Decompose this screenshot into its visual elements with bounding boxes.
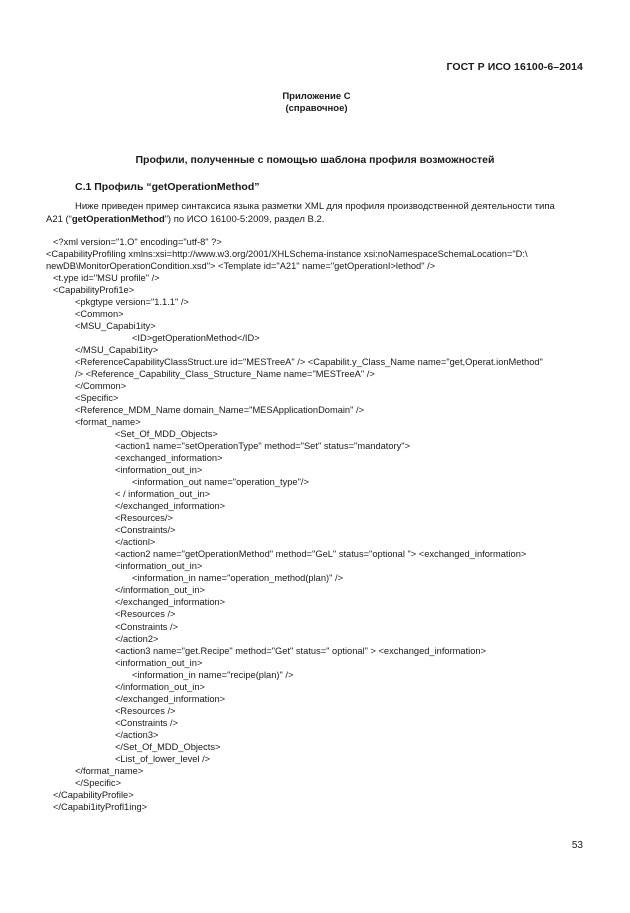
code-line: </action3> <box>115 729 159 740</box>
code-line: <Resources /> <box>115 705 176 716</box>
code-line: <pkgtype version="1.1.1" /> <box>75 297 189 308</box>
code-line: <information_out_in> <box>115 465 203 476</box>
code-line: </exchanged_information> <box>115 597 226 608</box>
code-line: newDB\MonitorOperationCondition.xsd"> <Template id="A21" name="getOperationI>lethod" /> <box>46 261 436 272</box>
code-line: <Constraints /> <box>115 621 179 632</box>
code-line: <?xml version="1.O" encoding="utf-8" ?> <box>53 237 222 247</box>
code-line: <information_out_in> <box>115 561 203 572</box>
section-title: Профили, полученные с помощью шаблона профиля возможностей <box>135 154 495 166</box>
code-line: <Specific> <box>75 393 119 404</box>
annex-heading <box>0 91 630 115</box>
code-line: </MSU_Capabi1ity> <box>75 345 159 356</box>
page-number: 53 <box>571 840 583 851</box>
code-line: </information_out_in> <box>115 681 205 692</box>
code-line: <Set_Of_MDD_Objects> <box>115 429 218 440</box>
annex-note: (справочное) <box>285 103 348 114</box>
code-line: </exchanged_information> <box>115 501 226 512</box>
code-line: <Constraints /> <box>115 717 179 728</box>
code-line: </actionl> <box>115 537 156 548</box>
code-line: <information_in name="recipe(plan)" /> <box>132 669 294 680</box>
code-line: <MSU_Capabi1ity> <box>75 321 156 332</box>
code-line: < / information_out_in> <box>115 489 211 500</box>
code-line: <exchanged_information> <box>115 453 223 464</box>
subsection-title: С.1 Профиль “getOperationMethod” <box>75 181 260 193</box>
code-line: </Common> <box>75 381 127 392</box>
code-line: <Common> <box>75 309 124 320</box>
code-line: <ReferenceCapabilityClassStruct.ure id="MESTreeA" /> <Capabilit.y_Class_Name name="get,Operat.ionMethod" <box>75 357 543 368</box>
standard-designation: ГОСТ Р ИСО 16100-6–2014 <box>446 61 583 73</box>
paragraph-line-1: Ниже приведен пример синтаксиса языка разметки XML для профиля производственной деятельности типа <box>75 201 555 212</box>
code-line: <ID>getOperationMethod</ID> <box>132 333 260 344</box>
profile-name-bold: getOperationMethod <box>71 214 165 225</box>
code-line: </Specific> <box>75 777 121 788</box>
code-line: </information_out_in> <box>115 585 205 596</box>
code-line: </Set_Of_MDD_Objects> <box>115 741 221 752</box>
code-line: <action1 name="setOperationType" method="Set" status="mandatory"> <box>115 441 411 452</box>
code-line: <Reference_MDM_Name domain_Name="MESApplicationDomain" /> <box>75 405 364 416</box>
paragraph-text: ”) по ИСО 16100-5:2009, раздел В.2. <box>164 214 325 225</box>
code-line: <format_name> <box>75 417 141 428</box>
code-line: <action3 name="get.Recipe" method="Get" status=" optional" > <exchanged_information> <box>115 645 486 656</box>
code-line: <information_out name="operation_type"/> <box>132 477 309 488</box>
code-line: </Capabi1ityProfl1ing> <box>53 801 148 812</box>
code-line: <Resources /> <box>115 609 176 620</box>
code-line: /> <Reference_Capability_Class_Structure_Name name="MESTreeA" /> <box>75 369 375 380</box>
code-line: <Constraints/> <box>115 525 176 536</box>
code-line: </CapabilityProfile> <box>53 789 134 800</box>
annex-title: Приложение С <box>282 91 351 102</box>
intro-paragraph <box>46 200 586 226</box>
paragraph-line-2 <box>46 213 586 226</box>
paragraph-text: A21 (“ <box>46 214 72 225</box>
code-line: <CapabilityProfiling xmlns:xsi=http://www.w3.org/2001/XHLSchema-instance xsi:noNamespaceSchemaLocation="D:\ <box>46 249 528 260</box>
code-line: <List_of_lower_level /> <box>115 753 211 764</box>
code-line: <CapabilityProfi1e> <box>53 285 135 296</box>
xml-listing <box>46 236 606 813</box>
code-line: <Resources/> <box>115 513 173 524</box>
code-line: <t.ype id="MSU profile" /> <box>53 273 160 284</box>
code-line: </format_name> <box>75 765 144 776</box>
code-line: </action2> <box>115 633 159 644</box>
code-line: <action2 name="getOperationMethod" method="GeL" status="optional "> <exchanged_information> <box>115 549 527 560</box>
code-line: <information_in name="operation_method(plan)" /> <box>132 573 344 584</box>
code-line: <information_out_in> <box>115 657 203 668</box>
code-line: </exchanged_information> <box>115 693 226 704</box>
